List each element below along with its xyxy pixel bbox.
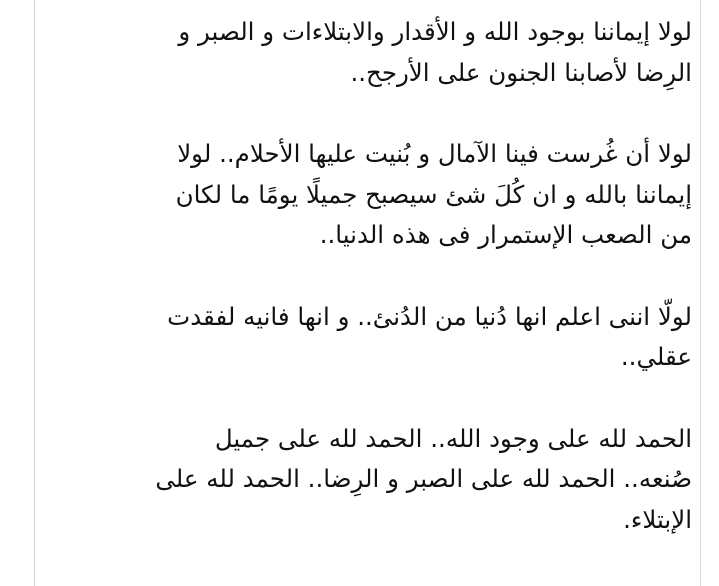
text-line: الإبتلاء. [623, 504, 692, 534]
right-divider [700, 0, 701, 586]
text-line: الرِضا لأصابنا الجنون على الأرجح.. [350, 57, 692, 87]
text-line: من الصعب الإستمرار فى هذه الدنيا.. [319, 220, 692, 249]
text-line: صُنعه.. الحمد لله على الصبر و الرِضا.. الحمد لله على [155, 464, 692, 493]
paragraph-4 [40, 419, 692, 541]
text-line: عقلي.. [620, 342, 692, 371]
post-body [40, 12, 692, 540]
left-divider [34, 0, 35, 586]
text-line: إيماننا بالله و ان كُلَ شئ سيصبح جميلًا يومًا ما لكان [175, 179, 692, 209]
paragraph-2 [40, 134, 692, 256]
text-line: لولا إيماننا بوجود الله و الأقدار والابتلاءات و الصبر و [178, 17, 692, 46]
paragraph-3 [40, 297, 692, 378]
text-line: لولّا اننى اعلم انها دُنيا من الدُنئ.. و انها فانيه لفقدت [167, 301, 692, 331]
text-line: الحمد لله على وجود الله.. الحمد لله على جميل [214, 423, 692, 453]
text-line: لولا أن غُرست فينا الآمال و بُنيت عليها الأحلام.. لولا [177, 139, 692, 168]
paragraph-1 [40, 12, 692, 93]
